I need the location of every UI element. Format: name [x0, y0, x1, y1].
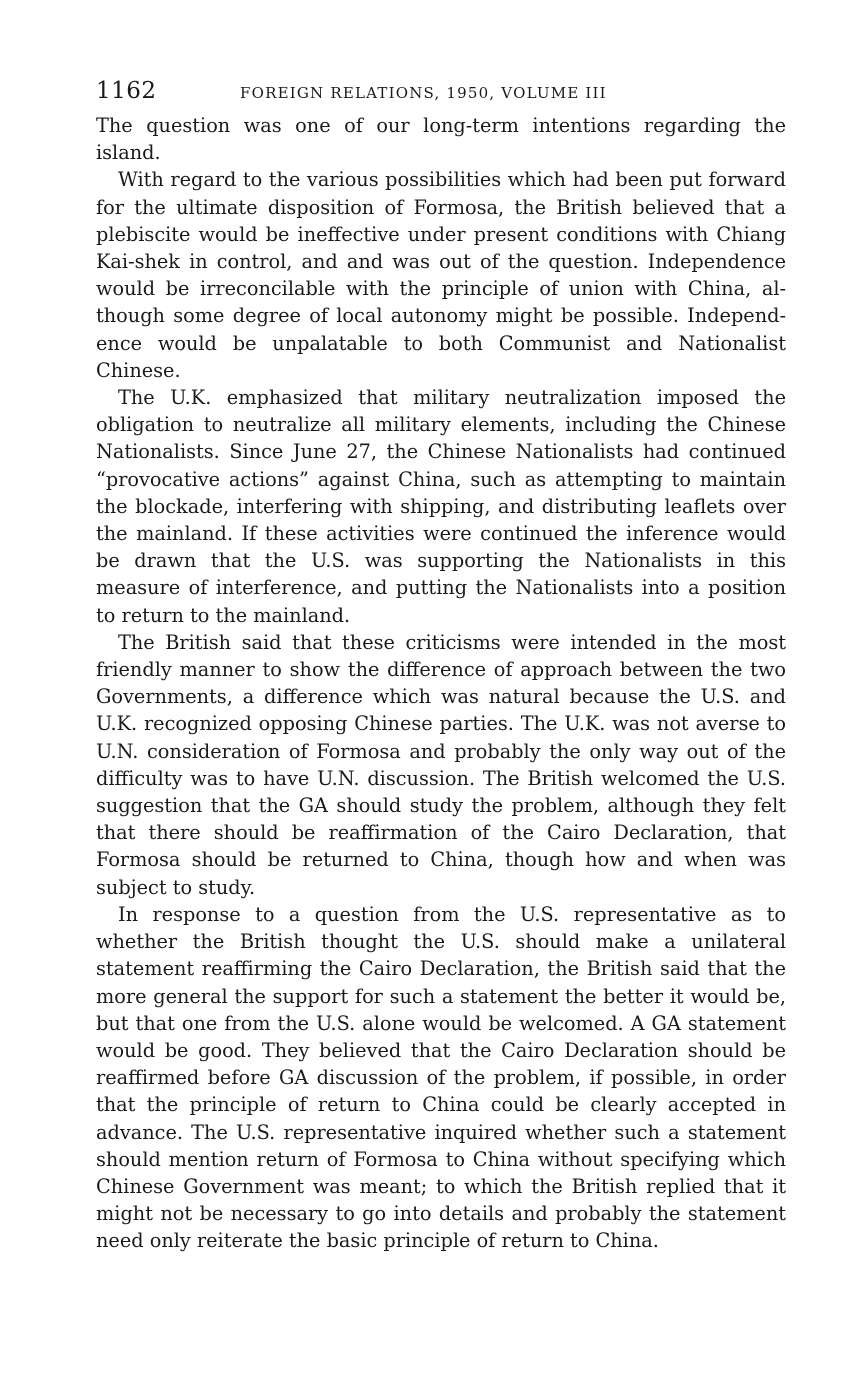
body-text [96, 112, 786, 1255]
page-number: 1162 [96, 78, 157, 104]
running-head: FOREIGN RELATIONS, 1950, VOLUME III [240, 84, 607, 102]
page-header [96, 78, 786, 112]
paragraph-british-criticisms: The British said that these criticisms were intended in the most friendly manner to show the difference of approach between the two Governments, a difference which was natural because the U.S. and U.K. recognized opposing Chinese parties. The U.K. was not averse to U.N. consideration of Formosa and probably the only way out of the difficulty was to have U.N. discussion. The British welcomed the U.S. suggestion that the GA should study the problem, although they felt that there should be reaffirmation of the Cairo Declaration, that Formosa should be returned to China, though how and when was subject to study. [96, 630, 786, 899]
paragraph-cairo-declaration: In response to a question from the U.S. representative as to whether the British thought the U.S. should make a unilateral statement reaffirming the Cairo Declaration, the British said that the more general the support for such a statement the better it would be, but that one from the U.S. alone would be welcomed. A GA statement would be good. They believed that the Cairo Declaration should be reaffirmed before GA discussion of the problem, if possible, in order that the principle of return to China could be clearly accepted in advance. The U.S. representative inquired whether such a statement should mention return of Formosa to China without specifying which Chinese Government was meant; to which the British replied that it might not be necessary to go into details and probably the statement need only reiterate the basic principle of return to China. [96, 902, 786, 1253]
paragraph-disposition-of-formosa: With regard to the various possibilities which had been put forward for the ultimate disposition of Formosa, the British believed that a plebiscite would be ineffective under present conditions with Chiang Kai-shek in control, and and was out of the question. Independence would be irreconcilable with the principle of union with China, although some degree of local autonomy might be possible. Independence would be unpalatable to both Communist and Nationalist Chinese. [96, 168, 786, 382]
paragraph-continuation: The question was one of our long-term intentions regarding the island. [96, 114, 786, 165]
document-page [96, 78, 786, 1255]
paragraph-military-neutralization: The U.K. emphasized that military neutralization imposed the obligation to neutralize all military elements, including the Chinese Nationalists. Since June 27, the Chinese Nationalists had continued “provocative actions” against China, such as attempting to maintain the blockade, interfering with shipping, and distributing leaflets over the mainland. If these activities were continued the inference would be drawn that the U.S. was supporting the Nationalists in this measure of interference, and putting the Nationalists into a position to return to the mainland. [96, 386, 786, 627]
